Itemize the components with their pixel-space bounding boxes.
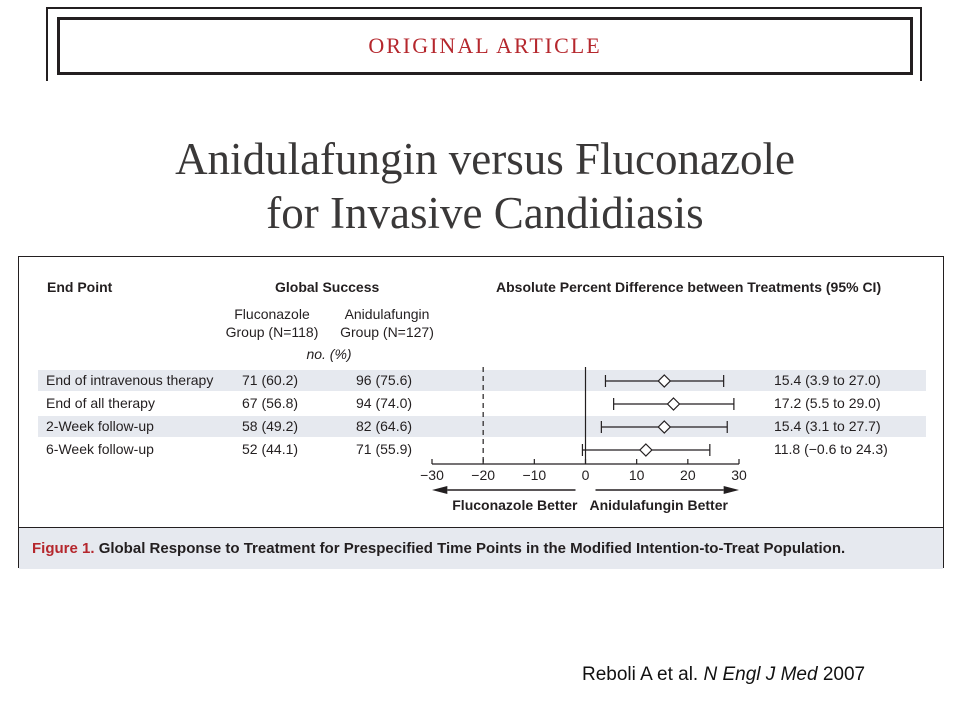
figure-panel: [18, 256, 944, 568]
citation-authors: Reboli A et al.: [582, 664, 699, 685]
banner-frame: [57, 17, 913, 75]
point-estimate: [640, 444, 652, 456]
figure-caption-bar: [19, 527, 943, 569]
row-difference: 15.4 (3.9 to 27.0): [774, 372, 881, 388]
figure-number: Figure 1.: [32, 540, 95, 557]
row-fluconazole: 71 (60.2): [242, 372, 299, 388]
row-end-point: 2-Week follow-up: [46, 418, 154, 434]
left-arrow-label: Fluconazole Better: [452, 497, 578, 513]
units-label: no. (%): [306, 346, 352, 362]
row-anidulafungin: 71 (55.9): [356, 441, 413, 457]
citation-journal: N Engl J Med: [703, 664, 818, 685]
x-tick-label: 0: [581, 467, 590, 483]
fluconazole-line1: Fluconazole: [234, 306, 310, 322]
row-end-point: 6-Week follow-up: [46, 441, 154, 457]
row-end-point: End of intravenous therapy: [46, 372, 214, 388]
row-fluconazole: 58 (49.2): [242, 418, 299, 434]
anidulafungin-line1: Anidulafungin: [344, 306, 430, 322]
article-banner: [46, 7, 922, 81]
row-end-point: End of all therapy: [46, 395, 155, 411]
forest-plot: [19, 257, 943, 527]
citation: [582, 664, 865, 686]
point-estimate: [658, 375, 670, 387]
title-line-1: Anidulafungin versus Fluconazole: [175, 134, 795, 184]
point-estimate: [668, 398, 680, 410]
x-tick-label: −10: [522, 467, 547, 483]
article-title: [0, 132, 960, 240]
point-estimate: [658, 421, 670, 433]
banner-label: ORIGINAL ARTICLE: [368, 33, 602, 58]
row-fluconazole: 52 (44.1): [242, 441, 299, 457]
fluconazole-line2: Group (N=118): [225, 324, 319, 340]
row-difference: 17.2 (5.5 to 29.0): [774, 395, 881, 411]
left-arrow-head: [432, 486, 447, 494]
anidulafungin-line2: Group (N=127): [340, 324, 434, 340]
row-fluconazole: 67 (56.8): [242, 395, 299, 411]
x-tick-label: 10: [628, 467, 645, 483]
caption-text: Global Response to Treatment for Prespecified Time Points in the Modified Intention-to-Treat Population.: [98, 540, 846, 557]
title-line-2: for Invasive Candidiasis: [266, 188, 704, 238]
row-anidulafungin: 94 (74.0): [356, 395, 413, 411]
header-difference: Absolute Percent Difference between Treatments (95% CI): [496, 279, 882, 295]
x-tick-label: 30: [731, 467, 747, 483]
row-difference: 15.4 (3.1 to 27.7): [774, 418, 881, 434]
citation-year: 2007: [822, 664, 866, 685]
header-end-point: End Point: [47, 279, 113, 295]
row-anidulafungin: 96 (75.6): [356, 372, 413, 388]
right-arrow-head: [724, 486, 739, 494]
figure-caption: [32, 540, 845, 557]
x-tick-label: 20: [680, 467, 696, 483]
header-global-success: Global Success: [275, 279, 380, 295]
right-arrow-label: Anidulafungin Better: [589, 497, 728, 513]
row-difference: 11.8 (−0.6 to 24.3): [774, 441, 888, 457]
x-tick-label: −30: [420, 467, 444, 483]
row-anidulafungin: 82 (64.6): [356, 418, 413, 434]
x-tick-label: −20: [471, 467, 496, 483]
